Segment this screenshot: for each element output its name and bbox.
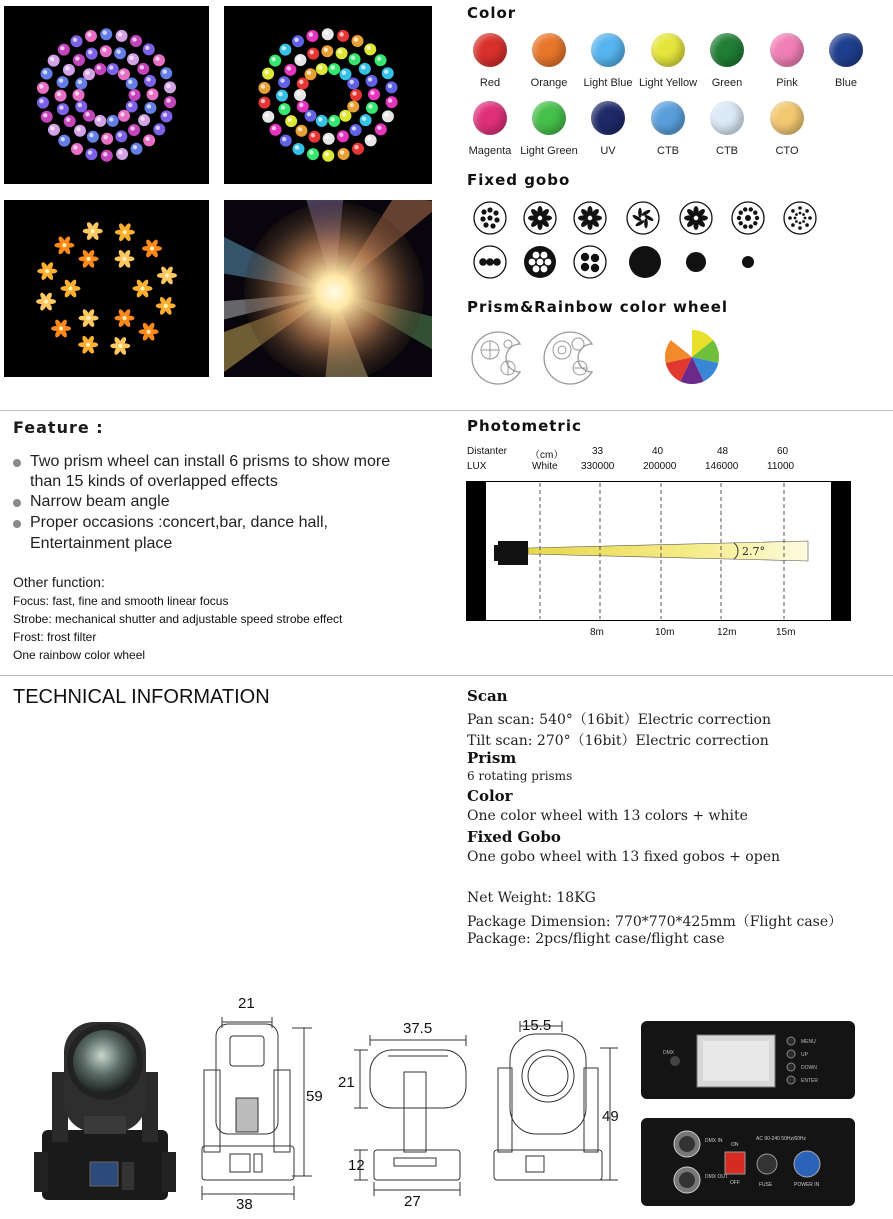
color-title: Color (467, 787, 513, 805)
bullet-icon (13, 499, 21, 507)
bullet-icon (13, 459, 21, 467)
dmx-out-label: DMX OUT (705, 1174, 729, 1180)
distance-value: 60 (777, 446, 789, 457)
gobo-icon (524, 202, 556, 234)
distance-unit: （cm） (530, 450, 564, 461)
gobo-icon (629, 246, 661, 278)
photometric-title: Photometric (467, 417, 582, 435)
pan-scan-spec: Pan scan: 540°（16bit）Electric correction (467, 712, 772, 728)
bullet-icon (13, 520, 21, 528)
color-swatch-label: UV (600, 145, 616, 157)
color-swatch-label: Green (711, 77, 743, 89)
color-swatch (473, 101, 507, 135)
feature-item: Entertainment place (30, 535, 173, 552)
color-swatch (710, 101, 744, 135)
on-label: ON (731, 1142, 739, 1148)
section-divider (0, 410, 893, 411)
gobo-icon (742, 256, 754, 268)
color-spec: One color wheel with 13 colors + white (467, 808, 748, 824)
color-swatch (473, 33, 507, 67)
rear-connector-panel-photo (641, 1118, 855, 1206)
side-width-bottom: 27 (404, 1193, 421, 1210)
color-swatch (710, 33, 744, 67)
color-swatch-label: Orange (530, 77, 568, 89)
feature-title: Feature : (13, 418, 104, 437)
front-height: 59 (306, 1088, 323, 1105)
power-in-label: POWER IN (794, 1182, 820, 1188)
beam-effect-photo-2 (224, 6, 432, 184)
color-swatch (532, 33, 566, 67)
prism-spec: 6 rotating prisms (467, 769, 573, 783)
color-swatch (829, 33, 863, 67)
color-swatch-label: CTB (716, 145, 738, 157)
menu-button-label: MENU (801, 1039, 816, 1045)
lux-label: LUX (467, 461, 487, 472)
color-swatch-label: Blue (834, 77, 858, 89)
photometric-beam-diagram (466, 481, 851, 621)
color-section-title: Color (467, 4, 517, 22)
lcd-menu-panel-photo (641, 1021, 855, 1099)
prism-section-title: Prism&Rainbow color wheel (467, 298, 729, 316)
dmx-in-label: DMX IN (705, 1138, 723, 1144)
back-width-top: 15.5 (522, 1017, 552, 1034)
fixed-gobo-title: Fixed Gobo (467, 828, 561, 846)
white-label: White (532, 461, 558, 472)
gobo-icon (474, 246, 506, 278)
other-function-title: Other function: (13, 574, 105, 590)
fuse-label: FUSE (759, 1182, 773, 1188)
menu-button-label: UP (801, 1052, 808, 1058)
beam-angle-label: 2.7° (742, 545, 765, 558)
rainbow-color-wheel-icon (664, 329, 720, 385)
color-swatch-label: Magenta (468, 145, 512, 157)
beam-effect-photo-4 (224, 200, 432, 377)
gobo-icon (524, 246, 556, 278)
distance-value: 40 (652, 446, 664, 457)
moving-head-product-photo (34, 1012, 176, 1204)
color-swatch-label: Light Blue (583, 77, 633, 89)
tilt-scan-spec: Tilt scan: 270°（16bit）Electric correction (467, 733, 769, 749)
color-swatch (770, 101, 804, 135)
color-swatch-label: Red (479, 77, 501, 89)
front-view-drawing (200, 1014, 330, 1204)
other-function-item: Frost: frost filter (13, 630, 97, 644)
beam-effect-photo-3 (4, 200, 209, 377)
feature-item: than 15 kinds of overlapped effects (30, 473, 278, 490)
meter-label: 10m (655, 627, 675, 638)
gobo-icon (784, 202, 816, 234)
side-width-top: 37.5 (403, 1020, 433, 1037)
menu-button-label: DOWN (801, 1065, 817, 1071)
feature-item: Two prism wheel can install 6 prisms to show more (30, 453, 391, 470)
front-width-bottom: 38 (236, 1196, 253, 1213)
gobo-icon (686, 252, 706, 272)
menu-button-label: ENTER (801, 1078, 818, 1084)
ac-input-label: AC 90-240 50Hz/60Hz (756, 1136, 807, 1142)
distance-label: Distanter (467, 446, 508, 457)
package-spec: Package: 2pcs/flight case/flight case (467, 931, 725, 947)
gobo-icon (574, 202, 606, 234)
back-height: 49 (602, 1108, 619, 1125)
lux-value: 330000 (581, 461, 615, 472)
gobo-icon (574, 246, 606, 278)
side-upper-height: 21 (338, 1074, 355, 1091)
color-swatch-label: CTO (775, 145, 799, 157)
gobo-section-title: Fixed gobo (467, 171, 571, 189)
meter-label: 12m (717, 627, 737, 638)
color-swatch-label: Light Yellow (638, 77, 698, 89)
prism-wheel-icon-2 (540, 328, 600, 388)
color-swatch-label: Light Green (520, 145, 578, 157)
lux-value: 146000 (705, 461, 739, 472)
scan-title: Scan (467, 687, 508, 705)
feature-item: Proper occasions :concert,bar, dance hall, (30, 514, 328, 531)
color-swatch-label: CTB (657, 145, 679, 157)
front-width-top: 21 (238, 995, 255, 1012)
section-divider (0, 675, 893, 676)
meter-label: 15m (776, 627, 796, 638)
package-dimension-spec: Package Dimension: 770*770*425mm（Flight case） (467, 914, 843, 930)
other-function-item: Strobe: mechanical shutter and adjustable speed strobe effect (13, 612, 343, 626)
color-swatch (770, 33, 804, 67)
off-label: OFF (730, 1180, 740, 1186)
side-lower-height: 12 (348, 1157, 365, 1174)
prism-wheel-icon (468, 328, 528, 388)
beam-effect-photo-1 (4, 6, 209, 184)
meter-label: 8m (590, 627, 604, 638)
prism-title: Prism (467, 749, 517, 767)
gobo-icon (627, 202, 659, 234)
technical-info-title: TECHNICAL INFORMATION (13, 686, 270, 708)
gobo-icon (474, 202, 506, 234)
feature-item: Narrow beam angle (30, 493, 170, 510)
distance-value: 48 (717, 446, 729, 457)
svg-text:DMX: DMX (663, 1050, 675, 1056)
gobo-icon (732, 202, 764, 234)
fixed-gobo-spec: One gobo wheel with 13 fixed gobos + open (467, 849, 780, 865)
side-view-drawing (348, 1032, 478, 1202)
color-swatch (651, 33, 685, 67)
net-weight-spec: Net Weight: 18KG (467, 890, 596, 906)
color-swatch (591, 101, 625, 135)
other-function-item: Focus: fast, fine and smooth linear focus (13, 594, 229, 608)
distance-value: 33 (592, 446, 604, 457)
color-swatch (591, 33, 625, 67)
color-swatch (651, 101, 685, 135)
color-swatch-label: Pink (776, 77, 798, 89)
lux-value: 200000 (643, 461, 677, 472)
color-swatch (532, 101, 566, 135)
gobo-icon (680, 202, 712, 234)
gobo-grid (460, 192, 860, 292)
other-function-item: One rainbow color wheel (13, 648, 146, 662)
lux-value: 11000 (767, 461, 795, 472)
